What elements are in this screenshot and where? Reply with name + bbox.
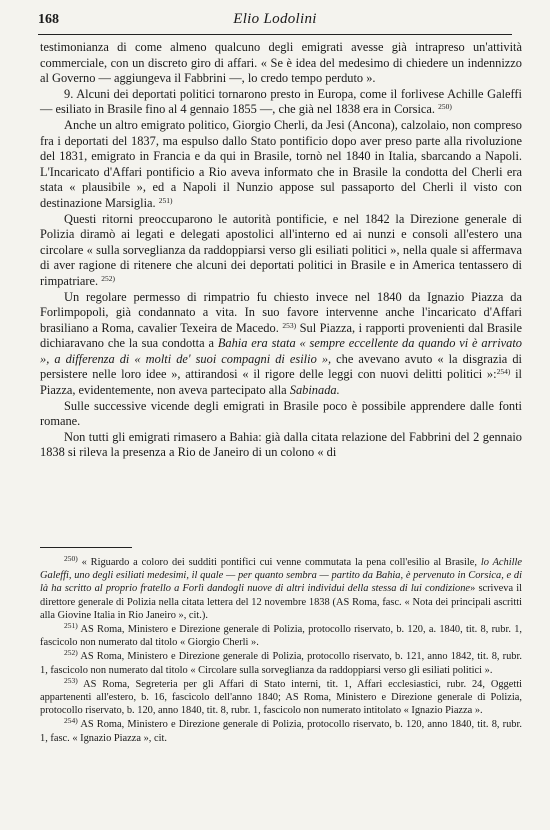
footnote-ref: 251) <box>158 195 173 205</box>
paragraph: Sulle successive vicende degli emigrati in Brasile poco è possibile apprendere dalle fonti romane. <box>40 398 522 429</box>
paragraph: Questi ritorni preoccuparono le autorità pontificie, e nel 1842 la Direzione generale di Polizia diramò ai legati e delegati apostolici all'interno ed ai nunzi e consoli all'estero una circolare « sulla sorveglianza da raddoppiarsi verso gli esiliati politici », nella quale si affermava di aver ragione di ritenere che alcuni dei deportati politici in Brasile e in America tentassero di rimpatriare. $^{252)}$ <box>40 211 522 288</box>
footnote: $^{253)}$ AS Roma, Segreteria per gli Affari di Stato interni, tit. 1, Affari ecclesiastici, rubr. 24, Oggetti appartenenti all'estero, b. 16, fascicolo dell'anno 1840; AS Roma, Ministero e Direzione generale di Polizia, protocollo riservato, b. 120, anno 1840, tit. 8, rubr. 1, fascicolo non numerato intitolato « Ignazio Piazza ». <box>40 675 522 717</box>
paragraph: Un regolare permesso di rimpatrio fu chiesto invece nel 1840 da Ignazio Piazza da Forlimpopoli, già condannato a vita. In suo favore intervenne anche l'incaricato d'Affari brasiliano a Roma, cavalier Texeira de Macedo. $^{253)}$ Sul Piazza, i rapporti provenienti dal Brasile dichiaravano che la sua condotta a Bahia era stata « sempre eccellente da quando vi è arrivato », a differenza di « molti de' suoi compagni di esilio », che avevano avuto « la disgrazia di persistere nelle loro idee », attirandosi « il rigore delle leggi con nuovi delitti politici »:$^{254)}$ il Piazza, evidentemente, non aveva partecipato alla Sabinada. <box>40 289 523 398</box>
footnote-ref: 254) <box>496 367 511 377</box>
footnote-ref: 253) <box>282 320 297 330</box>
footnote-ref: 252) <box>101 273 115 283</box>
main-text <box>40 40 522 461</box>
paragraph: 9. Alcuni dei deportati politici tornarono presto in Europa, come il forlivese Achille Galeffi — esiliato in Brasile fino al 4 gennaio 1855 —, che già nel 1838 era in Corsica. $^{250)}$ <box>40 86 522 117</box>
footnotes <box>40 556 522 746</box>
footnote-divider <box>40 547 132 548</box>
footnote: $^{252)}$ AS Roma, Ministero e Direzione generale di Polizia, protocollo riservato, b. 121, anno 1842, tit. 8, rubr. 1, fascicolo non numerato dal titolo « Circolare sulla sorveglianza da raddoppiarsi verso gli esiliati politici ». <box>40 648 522 676</box>
page-number: 168 <box>38 12 59 27</box>
page-header <box>38 6 512 35</box>
footnote: $^{251)}$ AS Roma, Ministero e Direzione generale di Polizia, protocollo riservato, b. 120, a. 1840, tit. 8, rubr. 1, fascicolo non numerato dal titolo « Giorgio Cherli ». <box>40 621 523 649</box>
paragraph: Non tutti gli emigrati rimasero a Bahia: già dalla citata relazione del Fabbrini del 2 gennaio 1838 si rileva la presenza a Rio de Janeiro di un colono « di <box>40 429 522 460</box>
running-head: Elio Lodolini <box>233 11 317 27</box>
footnote: $^{250)}$ « Riguardo a coloro dei sudditi pontifici cui venne commutata la pena coll'esilio al Brasile, lo Achille Galeffi, uno degli esiliati medesimi, il quale — per quanto sembra — partito da Bahia, è pervenuto in Corsica, e di là ha scritto al proprio fratello a Forlì dandogli nuove di altri individui della stessa di lui condizione» scriveva il direttore generale di Polizia nella citata lettera del 12 novembre 1838 (AS Roma, fasc. « Nota dei principali ascritti alla Giovine Italia in Rio Janeiro », cit.). <box>40 554 523 621</box>
paragraph: testimonianza di come almeno qualcuno degli emigrati avesse già intrapreso un'attività commerciale, con un discreto giro di affari. « Se è idea del medesimo di chiedere un indennizzo al Governo — aggiungeva il Fabbrini —, lo credo tempo perduto ». <box>40 40 522 86</box>
footnote: $^{254)}$ AS Roma, Ministero e Direzione generale di Polizia, protocollo riservato, b. 120, anno 1840, tit. 8, rubr. 1, fasc. « Ignazio Piazza », cit. <box>40 716 522 744</box>
footnote-ref: 250) <box>438 102 452 112</box>
paragraph: Anche un altro emigrato politico, Giorgio Cherli, da Jesi (Ancona), calzolaio, non compreso fra i deportati del 1837, ma espulso dallo Stato pontificio dopo aver preso parte alla rivoluzione del 1831, emigrato in Francia e da qui in Brasile, tornò nel 1840 in Italia, sbarcando a Napoli. L'Incaricato d'Affari pontificio a Rio aveva informato che in Brasile la condotta del Cherli era stata « plausibile », ed a Napoli il Nunzio appose sul passaporto del Cherli il visto con destinazione Marsiglia. $^{251)}$ <box>40 117 522 210</box>
